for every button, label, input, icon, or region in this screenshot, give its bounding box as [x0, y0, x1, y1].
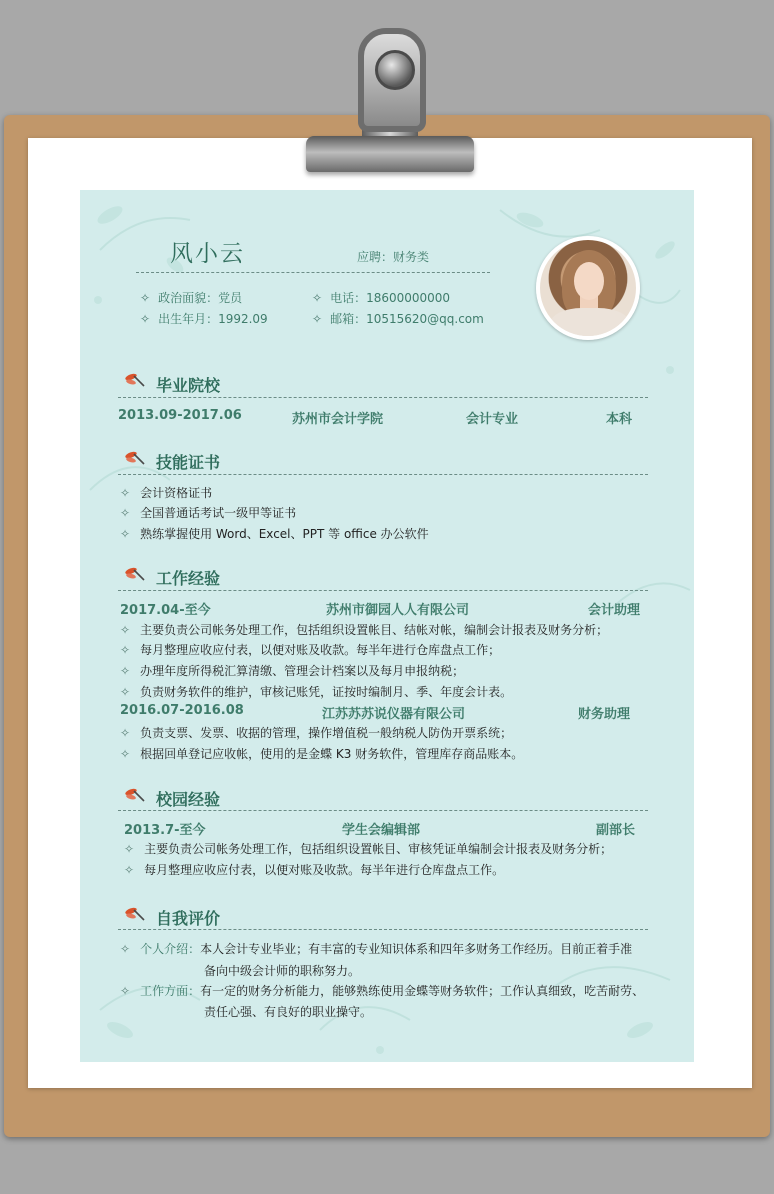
clip-base	[306, 136, 474, 172]
section-title-self: 自我评价	[156, 909, 221, 928]
diamond-icon: ✧	[120, 506, 131, 520]
apply-position: 应聘：财务类	[357, 250, 430, 264]
self-work-cont: 责任心强、有良好的职业操守。	[204, 1005, 373, 1019]
list-item: ✧ 会计资格证书	[120, 486, 213, 500]
job-period: 2017.04-至今	[120, 603, 211, 618]
education-school: 苏州市会计学院	[292, 412, 384, 427]
section-divider	[118, 474, 648, 475]
diamond-icon: ✧	[120, 623, 131, 637]
list-item: ✧ 办理年度所得税汇算清缴、管理会计档案以及每月申报纳税；	[120, 664, 465, 678]
diamond-icon: ✧	[120, 685, 131, 699]
section-title-skills: 技能证书	[156, 453, 221, 472]
diamond-icon: ✧	[120, 486, 131, 500]
list-item: ✧ 主要负责公司帐务处理工作，包括组织设置帐目、审核凭证单编制会计报表及财务分析；	[124, 842, 613, 856]
avatar	[536, 236, 640, 340]
diamond-icon: ✧	[140, 312, 151, 326]
job-role: 财务助理	[578, 707, 631, 722]
job-company: 苏州市御园人人有限公司	[326, 603, 470, 618]
dragonfly-icon	[124, 372, 146, 388]
info-birth: ✧ 出生年月：1992.09	[140, 312, 268, 326]
list-item: ✧ 熟练掌握使用 Word、Excel、PPT 等 office 办公软件	[120, 527, 429, 541]
list-item: ✧ 负责财务软件的维护，审核记账凭，证按时编制月、季、年度会计表。	[120, 685, 513, 699]
info-email: ✧ 邮箱：10515620@qq.com	[312, 312, 484, 326]
self-work: ✧ 工作方面：有一定的财务分析能力，能够熟练使用金蝶等财务软件；工作认真细致，吃苦耐劳、	[120, 984, 645, 998]
section-divider	[118, 929, 648, 930]
self-intro-cont: 备向中级会计师的职称努力。	[204, 964, 361, 978]
job-company: 江苏苏苏说仪器有限公司	[322, 707, 466, 722]
diamond-icon: ✧	[140, 291, 151, 305]
diamond-icon: ✧	[120, 664, 131, 678]
job-role: 会计助理	[588, 603, 641, 618]
diamond-icon: ✧	[120, 527, 131, 541]
list-item: ✧ 主要负责公司帐务处理工作，包括组织设置帐目、结帐对帐，编制会计报表及财务分析；	[120, 623, 609, 637]
section-title-campus: 校园经验	[156, 790, 221, 809]
education-period: 2013.09-2017.06	[118, 408, 242, 423]
header-divider	[136, 272, 490, 273]
section-divider	[118, 397, 648, 398]
campus-period: 2013.7-至今	[124, 823, 206, 838]
diamond-icon: ✧	[120, 747, 131, 761]
info-politics: ✧ 政治面貌：党员	[140, 291, 243, 305]
list-item: ✧ 负责支票、发票、收据的管理，操作增值税一般纳税人防伪开票系统；	[120, 726, 513, 740]
campus-org: 学生会编辑部	[342, 823, 421, 838]
list-item: ✧ 根据回单登记应收帐，使用的是金蝶 K3 财务软件，管理库存商品账本。	[120, 747, 524, 761]
section-divider	[118, 810, 648, 811]
diamond-icon: ✧	[120, 984, 131, 998]
diamond-icon: ✧	[312, 312, 323, 326]
campus-role: 副部长	[596, 823, 636, 838]
diamond-icon: ✧	[120, 726, 131, 740]
dragonfly-icon	[124, 787, 146, 803]
education-degree: 本科	[606, 412, 633, 427]
diamond-icon: ✧	[124, 863, 135, 877]
diamond-icon: ✧	[120, 942, 131, 956]
diamond-icon: ✧	[312, 291, 323, 305]
dragonfly-icon	[124, 450, 146, 466]
self-intro: ✧ 个人介绍：本人会计专业毕业；有丰富的专业知识体系和四年多财务工作经历。目前正着手准	[120, 942, 633, 956]
dragonfly-icon	[124, 906, 146, 922]
clip-rivet	[375, 50, 415, 90]
diamond-icon: ✧	[124, 842, 135, 856]
section-title-work: 工作经验	[156, 569, 221, 588]
education-major: 会计专业	[466, 412, 519, 427]
diamond-icon: ✧	[120, 643, 131, 657]
candidate-name: 风小云	[170, 241, 245, 267]
section-title-education: 毕业院校	[156, 376, 221, 395]
section-divider	[118, 590, 648, 591]
list-item: ✧ 全国普通话考试一级甲等证书	[120, 506, 297, 520]
info-phone: ✧ 电话：18600000000	[312, 291, 451, 305]
dragonfly-icon	[124, 566, 146, 582]
job-period: 2016.07-2016.08	[120, 703, 244, 718]
list-item: ✧ 每月整理应收应付表，以便对账及收款。每半年进行仓库盘点工作；	[120, 643, 501, 657]
list-item: ✧ 每月整理应收应付表，以便对账及收款。每半年进行仓库盘点工作。	[124, 863, 505, 877]
